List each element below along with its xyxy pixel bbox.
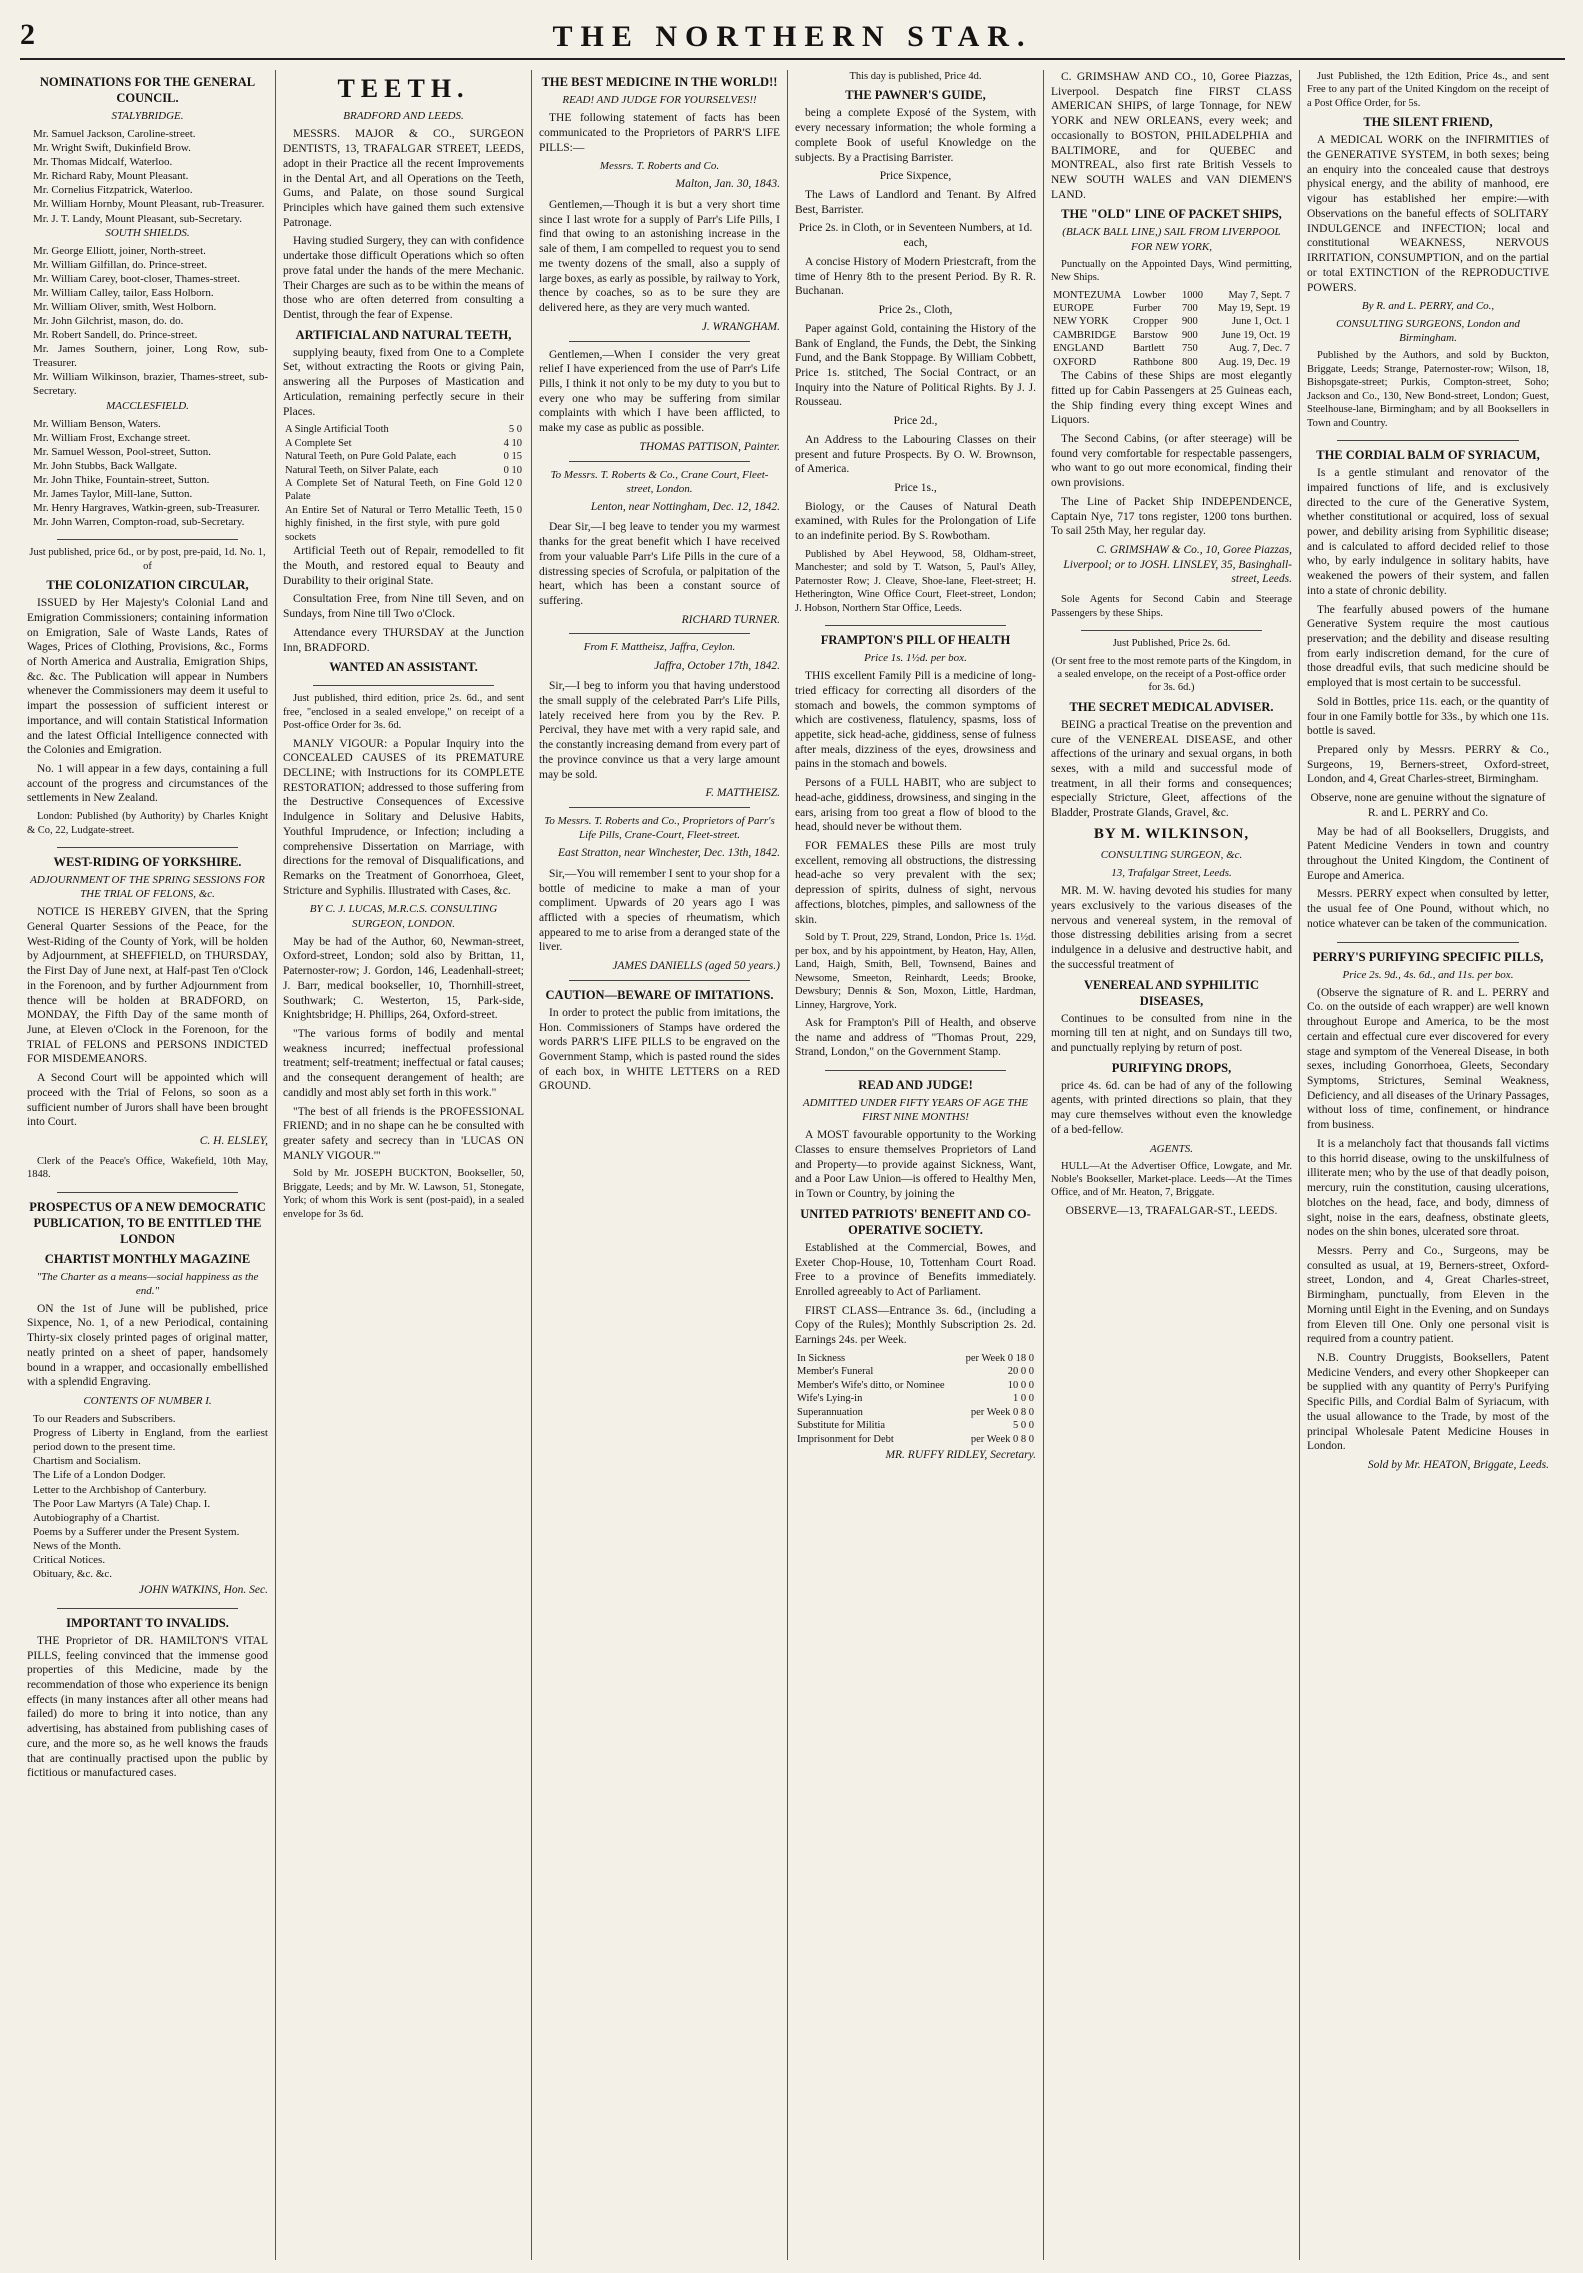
packet-line-note: Punctually on the Appointed Days, Wind permitting, New Ships. — [1051, 258, 1292, 284]
cordial-body-3: May be had of all Booksellers, Druggists, and Patent Medicine Venders in town and country throughout the United Kingdom, the Continent of Europe and America. — [1307, 825, 1549, 882]
specific-title: PERRY'S PURIFYING SPECIFIC PILLS, — [1312, 949, 1544, 964]
signature: C. H. ELSLEY, — [199, 1135, 268, 1148]
adviser-address: 13, Trafalgar Street, Leeds. — [1111, 867, 1232, 880]
list-item: Mr. William Frost, Exchange street. — [33, 431, 191, 444]
price-value: 15 0 — [503, 504, 522, 516]
column-4 — [788, 70, 1044, 2260]
benefit-amount: 10 0 0 — [1007, 1379, 1034, 1391]
friend-intro: Just Published, the 12th Edition, Price 4s., and sent Free to any part of the United Kingdom on the receipt of a Post Office Order, for 5s. — [1307, 71, 1549, 109]
caution-title: CAUTION—BEWARE OF IMITATIONS. — [545, 987, 774, 1002]
ship-master: Rathbone — [1133, 356, 1174, 368]
signature: Sold by Mr. HEATON, Briggate, Leeds. — [1367, 1459, 1549, 1471]
cordial-body-4: Messrs. PERRY expect when consulted by letter, the usual fee of One Pound, without which, no notice whatever can be taken of the communication. — [1307, 888, 1549, 930]
disease-title: VENEREAL AND SYPHILITIC DISEASES, — [1083, 977, 1260, 1008]
list-item: Mr. William Wilkinson, brazier, Thames-street, sub-Secretary. — [33, 371, 268, 398]
circular-intro: Just published, price 6d., or by post, pre-paid, 1d. No. 1, of — [29, 547, 266, 572]
shipping-body-2: The Cabins of these Ships are most elegantly fitted up for Cabin Passengers at 25 Guineas each, the Ship finding every thing except Wines and Liquors. — [1051, 370, 1292, 427]
cordial-title: THE CORDIAL BALM OF SYRIACUM, — [1316, 448, 1540, 463]
price-value: 0 15 — [503, 451, 522, 463]
price-list — [283, 423, 524, 544]
list-item: Mr. William Benson, Waters. — [33, 417, 161, 430]
list-item: Poems by a Sufferer under the Present System. — [33, 1525, 240, 1538]
circular-title: THE COLONIZATION CIRCULAR, — [46, 578, 249, 593]
benefit-item: Member's Wife's ditto, or Nominee — [797, 1379, 945, 1391]
ship-name: ENGLAND — [1053, 343, 1104, 355]
teeth-attendance: Attendance every THURSDAY at the Junction Inn, BRADFORD. — [283, 626, 524, 654]
ship-dates: May 19, Sept. 19 — [1217, 302, 1290, 314]
list-item: Mr. William Hornby, Mount Pleasant, rub-Treasurer. — [33, 198, 265, 211]
prospectus-advert — [27, 1199, 268, 1598]
parr-intro: THE following statement of facts has been communicated to the Proprietors of PARR'S LIFE PILLS:— — [539, 112, 780, 154]
ship-dates: Aug. 19, Dec. 19 — [1218, 356, 1290, 368]
price-item: A Complete Set — [285, 437, 352, 449]
adviser-author: BY M. WILKINSON, — [1093, 825, 1250, 842]
list-item: To our Readers and Subscribers. — [33, 1413, 176, 1426]
testimonial-letter — [539, 348, 780, 455]
teeth-place: BRADFORD AND LEEDS. — [343, 110, 464, 123]
cordial-balm-advert — [1307, 447, 1549, 932]
table-row — [283, 464, 524, 477]
table-row — [1051, 329, 1292, 342]
manly-quote: "The various forms of bodily and mental weakness incurred; ineffectual professional treatment; self-treatment; ineffectual or fatal causes; and the consequent derangement of health; are candidly and most ably set forth in this work." — [283, 1027, 524, 1099]
sessions-notice — [27, 854, 268, 1182]
adviser-intro-2: (Or sent free to the most remote parts of the Kingdom, in a sealed envelope, on the receipt of a Post-office order for 3s. 6d.) — [1051, 655, 1292, 694]
table-row — [795, 1392, 1036, 1405]
price-item: An Entire Set of Natural or Terro Metallic Teeth, highly finished, in the first style, with pure gold sockets — [285, 504, 500, 543]
divider — [57, 1608, 238, 1609]
nominations-title: NOMINATIONS FOR THE GENERAL COUNCIL. — [39, 75, 256, 105]
guide-title: THE PAWNER'S GUIDE, — [845, 88, 986, 103]
letter-signature: THOMAS PATTISON, Painter. — [639, 440, 780, 453]
manly-author: BY C. J. LUCAS, M.R.C.S. CONSULTING SURGEON, LONDON. — [309, 903, 498, 930]
ship-name: CAMBRIDGE — [1053, 329, 1117, 341]
list-item: Mr. Thomas Midcalf, Waterloo. — [33, 156, 173, 169]
medical-adviser-advert — [1051, 637, 1292, 1219]
list-item: Mr. James Taylor, Mill-lane, Sutton. — [33, 488, 193, 501]
place-heading: STALYBRIDGE. — [111, 110, 184, 122]
letter-place-date: Jaffra, October 17th, 1842. — [654, 659, 780, 672]
teeth-body: MESSRS. MAJOR & CO., SURGEON DENTISTS, 13, TRAFALGAR STREET, LEEDS, adopt in their Practice all the recent Improvements in the Dental Art, and all Operations on the Teeth, Gums, and Palate, on those sound Surgical Principles which have gained them such extensive Patronage. — [283, 128, 524, 229]
table-row — [795, 1365, 1036, 1378]
ship-master: Furber — [1133, 302, 1162, 314]
society-subtitle: ADMITTED UNDER FIFTY YEARS OF AGE THE FIRST NINE MONTHS! — [802, 1097, 1029, 1124]
drops-title: PURIFYING DROPS, — [1111, 1060, 1232, 1075]
letter-addressee: From F. Mattheisz, Jaffra, Ceylon. — [583, 641, 736, 654]
divider — [1337, 942, 1519, 943]
divider — [57, 1192, 238, 1193]
column-5 — [1044, 70, 1300, 2260]
benefit-item: In Sickness — [797, 1352, 846, 1364]
drops-price: price 4s. 6d. can be had of any of the following agents, with printed directions so plain, that they may cure themselves without even the knowledge of a bed-fellow. — [1051, 1079, 1292, 1136]
masthead — [20, 18, 1565, 62]
column-1 — [20, 70, 276, 2260]
letter-addressee: Messrs. T. Roberts and Co. — [599, 160, 720, 173]
specific-body-3: Messrs. Perry and Co., Surgeons, may be consulted as usual, at 19, Berners-street, Oxford-street, London, and 4, Great Charles-street, Birmingham, punctually, from Eleven in the Morning until Eight in the Evening, and on Sundays from Eleven till One. Only one personal visit is required from a country patient. — [1307, 1244, 1549, 1346]
price-item: Natural Teeth, on Silver Palate, each — [285, 464, 439, 476]
list-item: Critical Notices. — [33, 1553, 106, 1566]
observe-note: OBSERVE—13, TRAFALGAR-ST., LEEDS. — [1065, 1204, 1278, 1217]
cordial-body-2: The fearfully abused powers of the humane Generative System require the most cautious preservation; and the debility and disease resulting from early indiscretion demand, for the cure of those dreadful evils, that such medicine should be employed that is most certain to be successful. — [1307, 603, 1549, 690]
guide-publisher: Published by Abel Heywood, 58, Oldham-street, Manchester; and sold by T. Watson, 5, Paul's Alley, Paternoster Row; J. Cleave, Shoe-lane, Fleet-street; H. Hetherington, Wine Office Court, Fleet-street, London; J. Hobson, Northern Star Office, Leeds. — [795, 548, 1036, 614]
guide-price: Price 2s. in Cloth, or in Seventeen Numbers, at 1d. each, — [798, 222, 1033, 250]
divider — [569, 341, 750, 342]
place-heading: SOUTH SHIELDS. — [105, 226, 190, 239]
list-item: Mr. Robert Sandell, do. Prince-street. — [33, 329, 198, 342]
signature: C. GRIMSHAW & Co., 10, Goree Piazzas, Liverpool; or to JOSH. LINSLEY, 35, Basinghall-street, Leeds. — [1063, 544, 1292, 586]
society-advert — [795, 1077, 1036, 1463]
sessions-subtitle: ADJOURNMENT OF THE SPRING SESSIONS FOR THE TRIAL OF FELONS, &c. — [30, 874, 265, 901]
friend-author: By R. and L. PERRY, and Co., — [1361, 300, 1495, 313]
divider — [825, 1070, 1006, 1071]
ship-master: Bartlett — [1133, 343, 1165, 355]
list-item: Mr. Richard Raby, Mount Pleasant. — [33, 170, 189, 183]
benefit-item: Member's Funeral — [797, 1366, 874, 1378]
guide-body: being a complete Exposé of the System, with every necessary information; the whole forming a complete Book of useful Knowledge on the subjects. By a Practising Barrister. — [795, 107, 1036, 164]
list-item: Mr. William Oliver, smith, West Holborn. — [33, 301, 217, 314]
table-row — [283, 450, 524, 463]
ship-tons: 1000 — [1182, 289, 1204, 301]
benefit-amount: 20 0 0 — [1007, 1366, 1034, 1378]
shipping-notice: The Line of Packet Ship INDEPENDENCE, Captain Nye, 717 tons register, 1200 tons burthen. To sail 25th May, her regular day. — [1051, 495, 1292, 538]
list-item: Mr. John Gilchrist, mason, do. do. — [33, 315, 184, 328]
divider — [569, 980, 750, 981]
benefit-item: Substitute for Militia — [797, 1420, 886, 1432]
benefit-item: Superannuation — [797, 1406, 863, 1418]
teeth-hours: Consultation Free, from Nine till Seven, and on Sundays, from Nine till Two o'Clock. — [283, 593, 524, 621]
ship-dates: Aug. 7, Dec. 7 — [1228, 343, 1290, 355]
friend-title: THE SILENT FRIEND, — [1363, 115, 1493, 130]
ship-tons: 800 — [1182, 356, 1198, 368]
benefit-amount: 1 0 0 — [1013, 1393, 1034, 1405]
benefit-item: Imprisonment for Debt — [797, 1433, 894, 1445]
divider — [825, 625, 1006, 626]
shipping-body: C. GRIMSHAW AND CO., 10, Goree Piazzas, Liverpool. Despatch fine FIRST CLASS AMERICAN SHIPS, of large Tonnage, for NEW YORK and NEW ORLEANS, every week; and occasionally to BOSTON, PHILADELPHIA and BALTIMORE, and for QUEBEC and MONTREAL, also first rate British Vessels to NEW SOUTH WALES and VAN DIEMEN'S LAND. — [1051, 71, 1292, 201]
columns — [20, 70, 1565, 2260]
society-body: A MOST favourable opportunity to the Working Classes to ensure themselves Proprietors of Land and Property—to provide against Sickness, Want, and a Poor Law Union—is offered to Healthy Men, in Town or Country, by joining the — [795, 1129, 1036, 1201]
teeth-title: TEETH. — [337, 74, 470, 103]
guide-item: The Laws of Landlord and Tenant. By Alfred Best, Barrister. — [795, 189, 1036, 216]
cordial-body: Is a gentle stimulant and renovator of the impaired functions of life, and is exclusively directed to the cure of the Generative System, whether constitutional or acquired, loss of sexual power, and debility arising from Syphilitic disease; and is calculated to afford decided relief to those who, by early indulgence in solitary habits, have weakened the powers of their system, and fallen into a state of chronic debility. — [1307, 467, 1549, 597]
benefit-amount: 5 0 0 — [1013, 1420, 1034, 1432]
letter-body: Sir,—You will remember I sent to your shop for a bottle of medicine to make a man of your compliment. Upwards of 20 years ago I was afflicted with a species of rheumatism, which appeared to me to arise from a deranged state of the liver. — [539, 867, 780, 954]
benefits-table — [795, 1352, 1036, 1446]
letter-addressee: To Messrs. T. Roberts & Co., Crane Court, Fleet-street, London. — [550, 468, 769, 495]
frampton-title: FRAMPTON'S PILL OF HEALTH — [820, 633, 1011, 648]
testimonial-letter — [539, 468, 780, 628]
page-number: 2 — [20, 18, 35, 51]
shipping-body-3: The Second Cabins, (or after steerage) will be found very comfortable for respectable passengers, who want to go out more economical, finding their own provisions. — [1051, 433, 1292, 490]
table-row — [795, 1419, 1036, 1432]
list-item: Progress of Liberty in England, from the earliest period down to the present time. — [33, 1427, 268, 1454]
frampton-body-2: Persons of a FULL HABIT, who are subject to head-ache, giddiness, drowsiness, and singing in the ears, arising from too great a flow of blood to the head, should never be without them. — [795, 777, 1036, 834]
letter-place-date: Lenton, near Nottingham, Dec. 12, 1842. — [590, 500, 780, 513]
manly-intro: Just published, third edition, price 2s. 6d., and sent free, "enclosed in a sealed envelope," on receipt of a Post-office Order for 3s. 6d. — [283, 693, 524, 732]
contents-list — [27, 1412, 268, 1581]
price-value: 12 0 — [503, 478, 522, 490]
caution-body: In order to protect the public from imitations, the Hon. Commissioners of Stamps have ordered the words PARR'S LIFE PILLS to be engraved on the Government Stamp, which is pasted round the sides of each box, in WHITE LETTERS on a RED GROUND. — [539, 1006, 780, 1093]
parr-subtitle: READ! AND JUDGE FOR YOURSELVES!! — [562, 94, 757, 106]
specific-body: (Observe the signature of R. and L. PERRY and Co. on the outside of each wrapper) are well known throughout Europe and America, to be the most certain and effectual cure ever discovered for every stage and symptom of the Venereal Disease, in both sexes, including Gonorrhoea, Gleets, Secondary Symptoms, Strictures, Seminal Weakness, Deficiency, and all diseases of the Urinary Passages, without loss of time, confinement, or hindrance from business. — [1307, 986, 1549, 1132]
contents-title: CONTENTS OF NUMBER I. — [83, 1395, 212, 1408]
wanted-heading: WANTED AN ASSISTANT. — [329, 660, 478, 675]
list-item: Mr. George Elliott, joiner, North-street. — [33, 244, 206, 257]
price-value: 4 10 — [503, 437, 522, 449]
table-row — [795, 1379, 1036, 1392]
letter-signature: J. WRANGHAM. — [701, 320, 780, 333]
nominations-section — [27, 74, 268, 529]
ship-table — [1051, 289, 1292, 370]
list-item: Mr. William Carey, boot-closer, Thames-street. — [33, 272, 240, 285]
ship-tons: 700 — [1182, 302, 1198, 314]
ship-tons: 900 — [1182, 329, 1198, 341]
cordial-price: Sold in Bottles, price 11s. each, or the quantity of four in one Family bottle for 33s., by which one 11s. bottle is saved. — [1307, 695, 1549, 738]
artificial-teeth-body: supplying beauty, fixed from One to a Complete Set, without extracting the Roots or giving Pain, answering all the Purposes of Mastication and Articulation, remaining perfectly secure in their Places. — [283, 346, 524, 418]
cordial-prepared: Prepared only by Messrs. PERRY & Co., Surgeons, 19, Berners-street, Oxford-street, London, and 4, Great Charles-street, Birmingham. — [1307, 744, 1549, 786]
list-item: The Life of a London Dodger. — [33, 1469, 166, 1482]
society-established: Established at the Commercial, Bowes, and Exeter Chop-House, 10, Tottenham Court Road. Free to a province of Benefits immediately. Enrolled agreeably to Act of Parliament. — [795, 1241, 1036, 1299]
society-class-title: FIRST CLASS—Entrance 3s. 6d., (including a Copy of the Rules); Monthly Subscription 2s. 2d. Earnings 24s. per Week. — [795, 1304, 1036, 1347]
table-row — [1051, 315, 1292, 328]
manly-quote-2: "The best of all friends is the PROFESSIONAL FRIEND; and in no shape can he be consulted with greater safety and secrecy than in 'LUCAS ON MANLY VIGOUR.'" — [283, 1105, 524, 1162]
letter-addressee: To Messrs. T. Roberts and Co., Proprietors of Parr's Life Pills, Crane-Court, Fleet-street. — [544, 814, 775, 842]
list-item: Chartism and Socialism. — [33, 1455, 141, 1468]
list-item: Mr. John Thike, Fountain-street, Sutton. — [33, 473, 210, 486]
letter-body: Dear Sir,—I beg leave to tender you my warmest thanks for the great benefit which I have received from your valuable Parr's Life Pills in the cure of a distressing species of Scrofula, or palpitation of the heart, which has been a constant source of suffering. — [539, 521, 780, 607]
cordial-observe: Observe, none are genuine without the signature of R. and L. PERRY and Co. — [1310, 792, 1546, 819]
signature-detail: Clerk of the Peace's Office, Wakefield, 10th May, 1848. — [27, 1155, 268, 1181]
agents-list: HULL—At the Advertiser Office, Lowgate, and Mr. Noble's Bookseller, Market-place. Leeds—At the Times Office, and of Mr. Heaton, 7, Briggate. — [1051, 1160, 1292, 1199]
list-item: Autobiography of a Chartist. — [33, 1511, 160, 1524]
manly-body-2: May be had of the Author, 60, Newman-street, Oxford-street, London; sold also by Brittan, 11, Paternoster-row; J. Gordon, 146, Leadenhall-street; J. Barr, medical bookseller, 10, Thornhill-street, Southwark; C. Westerton, 15, Park-side, Knightsbridge; H. Phillips, 264, Oxford-street. — [283, 935, 524, 1022]
teeth-advert — [283, 72, 524, 675]
ship-master: Barstow — [1133, 329, 1169, 341]
specific-body-2: It is a melancholy fact that thousands fall victims to this horrid disease, owing to the unskilfulness of illiterate men; who by the use of that deadly poison, mercury, ruin the constitution, causing ulcerations, blotches on the head, face, and body, dimness of sight, noise in the ears, deafness, obstinate gleets, nodes on the shin bones, ulcerated sore throat. — [1307, 1137, 1549, 1239]
frampton-agents: Sold by T. Prout, 229, Strand, London, Price 1s. 1½d. per box, and by his appointment, by Heaton, Hay, Allen, Land, Haigh, Smith, Bell, Townsend, Baines and Newsome, Smeeton, Reinhardt, Leeds; Brooke, Dewsbury; Dennis & Son, Moxon, Little, Hardman, Linney, Hargrove, York. — [795, 932, 1036, 1011]
table-row — [283, 437, 524, 450]
prospectus-title: PROSPECTUS OF A NEW DEMOCRATIC PUBLICATION, TO BE ENTITLED THE LONDON — [29, 1199, 266, 1246]
letter-signature: JAMES DANIELLS (aged 50 years.) — [612, 960, 780, 973]
list-item: Mr. Cornelius Fitzpatrick, Waterloo. — [33, 184, 193, 197]
table-row — [283, 504, 524, 544]
divider — [1081, 630, 1262, 631]
newspaper-title: THE NORTHERN STAR. — [552, 20, 1033, 53]
signature: MR. RUFFY RIDLEY, Secretary. — [885, 1448, 1036, 1461]
society-name: UNITED PATRIOTS' BENEFIT AND CO-OPERATIVE SOCIETY. — [800, 1206, 1031, 1237]
magazine-motto: "The Charter as a means—social happiness as the end." — [36, 1270, 259, 1297]
frampton-body: THIS excellent Family Pill is a medicine of long-tried efficacy for correcting all disorders of the stomach and bowels, the common symptoms of which are costiveness, flatulency, spasms, loss of appetite, sick head-ache, giddiness, sense of fulness after meals, dizziness of the eyes, drowsiness and pains in the stomach and bowels. — [795, 670, 1036, 771]
adviser-role: CONSULTING SURGEON, &c. — [1100, 849, 1243, 862]
list-item: Mr. William Calley, tailor, Eass Holborn. — [33, 286, 214, 299]
frampton-caution: Ask for Frampton's Pill of Health, and observe the name and address of "Thomas Prout, 229, Strand, London," on the Government Stamp. — [795, 1016, 1036, 1059]
society-title: READ AND JUDGE! — [858, 1078, 973, 1093]
ship-dates: June 1, Oct. 1 — [1231, 316, 1290, 328]
list-item: Mr. Samuel Wesson, Pool-street, Sutton. — [33, 445, 211, 458]
table-row — [795, 1352, 1036, 1365]
list-item: Mr. Wright Swift, Dukinfield Brow. — [33, 142, 191, 155]
magazine-name: CHARTIST MONTHLY MAGAZINE — [44, 1251, 251, 1266]
testimonial-letter — [539, 640, 780, 801]
price-value: 0 10 — [503, 464, 522, 476]
teeth-body-2: Having studied Surgery, they can with confidence undertake those difficult Operations which so often prove fatal under the hands of the mere Mechanic. Their Charges are such as to be within the means of those who are often deterred from consulting a Dentist, through the fear of Expense. — [283, 235, 524, 321]
ship-tons: 900 — [1182, 316, 1198, 328]
invalids-title: IMPORTANT TO INVALIDS. — [66, 1615, 229, 1630]
list-item: Mr. Samuel Jackson, Caroline-street. — [33, 128, 196, 141]
sessions-body-2: A Second Court will be appointed which will proceed with the Trial of Felons, so soon as a sufficient number of Jurors shall have been brought into Court. — [27, 1072, 268, 1129]
ship-master: Cropper — [1133, 316, 1168, 328]
circular-body: ISSUED by Her Majesty's Colonial Land and Emigration Commissioners; containing information on Emigration, Sale of Waste Lands, Rates of Wages, Prices of Clothing, Provisions, &c., Forms of North America and Australia, Emigration Ships, &c. &c. The Publication will appear in Numbers whenever the Commissioners may deem it useful to impart the possession of sufficient interest or importance, and will contain Statistical Information and the latest Official Intelligence connected with the Colonies and Emigration. — [27, 597, 268, 757]
letter-place-date: Malton, Jan. 30, 1843. — [675, 178, 780, 191]
letter-signature: RICHARD TURNER. — [681, 613, 780, 626]
letter-place-date: East Stratton, near Winchester, Dec. 13th, 1842. — [558, 847, 780, 860]
name-list — [27, 417, 268, 530]
letter-body: Gentlemen,—Though it is but a very short time since I last wrote for a supply of Parr's Life Pills, I find that owing to an astonishing increase in the sale of them, I am compelled to request you to send me twenty dozens of the small, also a supply of large boxes, as early as possible, by railway to York, thence by coaches, so as to be sure they are delivered here, as they are very much wanted. — [539, 199, 780, 315]
masthead-rule — [20, 58, 1565, 60]
artificial-teeth-title: ARTIFICIAL AND NATURAL TEETH, — [295, 327, 512, 342]
guide-item: A concise History of Modern Priestcraft, from the time of Henry 8th to the present Period. By R. R. Buchanan. — [795, 255, 1036, 298]
divider — [569, 633, 750, 634]
shipping-advert — [1051, 70, 1292, 620]
manly-body: MANLY VIGOUR: a Popular Inquiry into the CONCEALED CAUSES of its PREMATURE DECLINE; with Instructions for its COMPLETE RESTORATION; addressed to those suffering from the Destructive Consequences of Excessive Indulgence in Solitary and Delusive Habits, Youthful Imprudence, or Infection; including a comprehensive Dissertation on Marriage, with directions for the removal of Disqualifications, and Remarks on the Treatment of Gonorrhoea, Gleet, Stricture and Syphilis. Illustrated with Cases, &c. — [283, 737, 524, 897]
ship-name: OXFORD — [1053, 356, 1097, 368]
table-row — [283, 423, 524, 436]
divider — [569, 807, 750, 808]
benefit-item: Wife's Lying-in — [797, 1393, 863, 1405]
name-list — [27, 244, 268, 399]
benefit-amount: per Week 0 8 0 — [970, 1433, 1034, 1445]
column-2 — [276, 70, 532, 2260]
manly-note: Sold by Mr. JOSEPH BUCKTON, Bookseller, 50, Briggate, Leeds; and by Mr. W. Lawson, 51, Stonegate, York; of whom this Work is sent (post-paid), in a sealed envelope for 3s 6d. — [283, 1168, 524, 1220]
sessions-body: NOTICE IS HEREBY GIVEN, that the Spring General Quarter Sessions of the Peace, for the West-Riding of the County of York, will be holden by Adjournment, at SHEFFIELD, on THURSDAY, the First Day of June next, at Half-past Ten o'Clock in the Forenoon, and by further Adjournment from thence will be holden at BRADFORD, on MONDAY, the Fifth Day of the same month of June, at Eleven o'Clock in the Forenoon, for the TRIAL of FELONS and PERSONS INDICTED FOR MISDEMEANORS. — [27, 906, 268, 1066]
table-row — [795, 1433, 1036, 1446]
guide-intro: This day is published, Price 4d. — [849, 71, 982, 82]
invalids-advert — [27, 1615, 268, 1781]
price-item: A Complete Set of Natural Teeth, on Fine Gold Palate — [285, 478, 500, 503]
specific-body-4: N.B. Country Druggists, Booksellers, Patent Medicine Venders, and every other Shopkeeper can be supplied with any quantity of Perry's Purifying Specific Pills, and Cordial Balm of Syriacum, with the usual allowance to the Trade, by most of the principal Wholesale Patent Medicine Houses in London. — [1307, 1351, 1549, 1453]
guide-item: Paper against Gold, containing the History of the Bank of England, the Funds, the Debt, the Sinking Fund, and the Bank Stoppage. By William Cobbett, Price 1s. stitched, The Social Contract, or an Inquiry into the Nature of Political Rights. By J. J. Rousseau. — [795, 322, 1036, 409]
adviser-body: BEING a practical Treatise on the prevention and cure of the VENEREAL DISEASE, and other affections of the urinary and sexual organs, in both sexes, with a mild and successful mode of treatment, in all their forms and consequences; especially Stricture, Gleet, affections of the Bladder, Prostrate Glands, Gravel, &c. — [1051, 718, 1292, 820]
divider — [313, 685, 494, 686]
frampton-body-3: FOR FEMALES these Pills are most truly excellent, removing all obstructions, the distressing head-ache so very prevalent with the sex; depression of spirits, dulness of sight, nervous affections, blotches, pimples, and sallowness of the skin. — [795, 840, 1036, 926]
price-item: A Single Artificial Tooth — [285, 424, 389, 436]
adviser-title: THE SECRET MEDICAL ADVISER. — [1069, 699, 1274, 714]
specific-price: Price 2s. 9d., 4s. 6d., and 11s. per box. — [1342, 968, 1514, 981]
guide-price: Price 1s., — [894, 481, 937, 494]
list-item: Letter to the Archbishop of Canterbury. — [33, 1483, 207, 1496]
divider — [57, 847, 238, 848]
friend-role: CONSULTING SURGEONS, London and Birmingham. — [1336, 318, 1520, 345]
list-item: The Poor Law Martyrs (A Tale) Chap. I. — [33, 1497, 211, 1510]
place-heading: MACCLESFIELD. — [106, 399, 189, 412]
sessions-title: WEST-RIDING OF YORKSHIRE. — [53, 855, 242, 870]
friend-published: Published by the Authors, and sold by Buckton, Briggate, Leeds; Strange, Paternoster-row; Wilson, 18, Bishopsgate-street; Purkis, Compton-street, Soho; Jackson and Co., 130, New Bond-street, London; Guest, Steelhouse-lane, Birmingham; and by all Booksellers in Town and Country. — [1307, 350, 1549, 429]
table-row — [795, 1406, 1036, 1419]
list-item: Mr. Henry Hargraves, Watkin-green, sub-Treasurer. — [33, 502, 260, 515]
list-item: Mr. John Warren, Compton-road, sub-Secretary. — [33, 516, 245, 529]
ship-dates: June 19, Oct. 19 — [1221, 329, 1290, 341]
table-row — [1051, 356, 1292, 369]
parr-title: THE BEST MEDICINE IN THE WORLD!! — [541, 75, 778, 89]
circular-advert — [27, 546, 268, 837]
parr-pills-advert — [539, 74, 780, 1094]
frampton-price: Price 1s. 1½d. per box. — [864, 652, 967, 665]
ship-dates: May 7, Sept. 7 — [1228, 289, 1290, 301]
ship-name: MONTEZUMA — [1053, 289, 1122, 301]
ship-tons: 750 — [1182, 343, 1198, 355]
divider — [57, 539, 238, 540]
price-value: 5 0 — [508, 424, 522, 436]
guide-price: Price 2d., — [893, 415, 938, 428]
frampton-advert — [795, 632, 1036, 1060]
silent-friend-advert — [1307, 70, 1549, 430]
benefit-amount: per Week 0 18 0 — [965, 1352, 1034, 1364]
testimonial-letter — [539, 814, 780, 974]
testimonial-letter — [539, 159, 780, 334]
list-item: Obituary, &c. &c. — [33, 1568, 113, 1581]
circular-note: No. 1 will appear in a few days, containing a full account of the progress and circumstances of the settlements in New Zealand. — [27, 763, 268, 805]
list-item: News of the Month. — [33, 1539, 121, 1552]
guide-price: Price Sixpence, — [879, 170, 952, 183]
list-item: Mr. James Southern, joiner, Long Row, sub-Treasurer. — [33, 343, 268, 370]
pawners-guide-advert — [795, 70, 1036, 615]
teeth-note: Artificial Teeth out of Repair, remodelled to fit the Mouth, and restored equal to Beauty and Durability to their original State. — [283, 545, 524, 587]
manly-vigour-advert — [283, 692, 524, 1221]
agents-title: AGENTS. — [1149, 1142, 1194, 1155]
signature: JOHN WATKINS, Hon. Sec. — [138, 1584, 268, 1597]
name-list — [27, 127, 268, 226]
ship-name: NEW YORK — [1053, 316, 1109, 328]
ship-name: EUROPE — [1053, 302, 1094, 314]
packet-line-subtitle: (BLACK BALL LINE,) SAIL FROM LIVERPOOL FOR NEW YORK, — [1062, 226, 1281, 253]
packet-line-title: THE "OLD" LINE OF PACKET SHIPS, — [1061, 207, 1282, 222]
price-item: Natural Teeth, on Pure Gold Palate, each — [285, 451, 457, 463]
guide-price: Price 2s., Cloth, — [878, 304, 953, 317]
list-item: Mr. William Gilfillan, do. Prince-street. — [33, 258, 208, 271]
list-item: Mr. John Stubbs, Back Wallgate. — [33, 459, 178, 472]
adviser-body-3: Continues to be consulted from nine in the morning till ten at night, and on Sundays till two, and punctually replying by return of post. — [1051, 1012, 1292, 1054]
adviser-intro: Just Published, Price 2s. 6d. — [1112, 638, 1231, 650]
list-item: Mr. J. T. Landy, Mount Pleasant, sub-Secretary. — [33, 212, 242, 225]
guide-item: Biology, or the Causes of Natural Death examined, with Rules for the Prolongation of Life to an indefinite period. By S. Rowbotham. — [795, 500, 1036, 543]
friend-body: A MEDICAL WORK on the INFIRMITIES of the GENERATIVE SYSTEM, in both sexes; being an enquiry into the concealed cause that destroys physical energy, and the ability of manhood, ere vigour has established her empire:—with Observations on the baneful effects of SOLITARY INDULGENCE and INFECTION; local and constitutional WEAKNESS, NERVOUS IRRITATION, CONSUMPTION, and on the partial or total EXTINCTION of the REPRODUCTIVE POWERS. — [1307, 134, 1549, 294]
table-row — [1051, 302, 1292, 315]
column-3 — [532, 70, 788, 2260]
adviser-body-2: MR. M. W. having devoted his studies for many years exclusively to the various diseases of the nervous and venereal system, in the removal of those distressing debilities arising from a secret indulgence in a delusive and destructive habit, and the successful treatment of — [1051, 885, 1292, 971]
column-6 — [1300, 70, 1556, 2260]
benefit-amount: per Week 0 8 0 — [970, 1406, 1034, 1418]
circular-publisher: London: Published (by Authority) by Charles Knight & Co, 22, Ludgate-street. — [27, 811, 268, 836]
letter-body: Gentlemen,—When I consider the very great relief I have experienced from the use of Parr's Life Pills, I think it not only to be my duty to you but to every one who may be suffering from similar complaints with which I have been afflicted, to make my case as public as possible. — [539, 348, 780, 435]
specific-pills-advert — [1307, 949, 1549, 1473]
table-row — [283, 477, 524, 504]
prospectus-body: ON the 1st of June will be published, price Sixpence, No. 1, of a new Periodical, containing Thirty-six closely printed pages of original matter, neatly printed on a sheet of paper, handsomely bound in a wrapper, and occasionally embellished with a splendid Engraving. — [27, 1302, 268, 1389]
shipping-agents: Sole Agents for Second Cabin and Steerage Passengers by these Ships. — [1051, 594, 1292, 619]
table-row — [1051, 289, 1292, 302]
guide-item: An Address to the Labouring Classes on their present and future Prospects. By O. W. Brownson, of America. — [795, 433, 1036, 476]
letter-body: Sir,—I beg to inform you that having understood the small supply of the celebrated Parr's Life Pills, lately received here from you by the Rev. P. Percival, they have met with a very rapid sale, and the constantly increasing demand from every part of the province convince us that a very large amount may be sold. — [539, 680, 780, 781]
letter-signature: F. MATTHEISZ. — [705, 787, 780, 800]
invalids-body: THE Proprietor of DR. HAMILTON'S VITAL PILLS, feeling convinced that the immense good properties of this Medicine, made by the recommendation of those who experience its benign effects (in many instances after all other means had failed) do more to bring it into notice, than any advertising, has abstained from publishing cases of cure, and the more so, as he well knows the frauds that are continually practised upon the public by fictitious or manufactured cases. — [27, 1634, 268, 1780]
divider — [1337, 440, 1519, 441]
ship-master: Lowber — [1133, 289, 1166, 301]
divider — [569, 461, 750, 462]
table-row — [1051, 342, 1292, 355]
